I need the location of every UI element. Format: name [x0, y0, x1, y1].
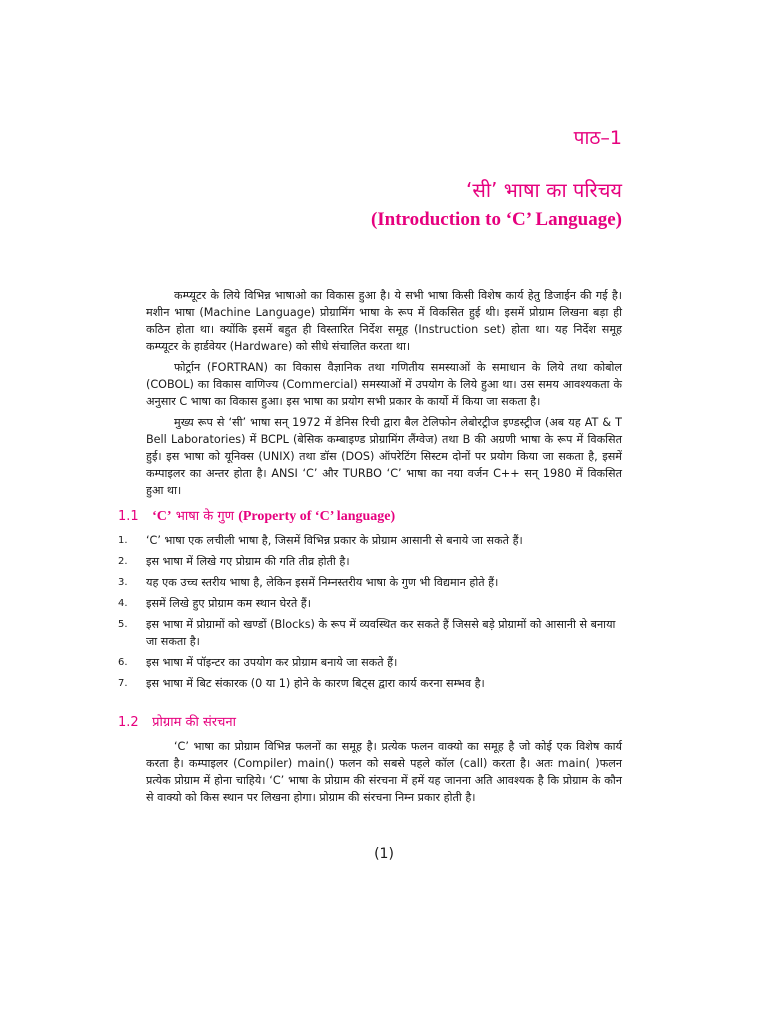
section-number: 1.2 — [118, 715, 139, 730]
intro-paragraph-3: मुख्य रूप से ‘सी’ भाषा सन् 1972 में डेनिस रिची द्वारा बैल टेलिफोन लेबोरट्रीज इण्डस्ट्रीज (अब यह AT & T Bell Laboratories) में BCPL (बेसिक कम्बाइण्ड प्रोग्रामिंग लैंग्वेज) तथा B की अग्रणी भाषा के रूप में विकसित हुई। इस भाषा को यूनिक्स (UNIX) तथा डॉस (DOS) ऑपरेटिंग सिस्टम दोनों पर प्रयोग किया जा सकता है, इसमें कम्पाइलर का अन्तर होता है। ANSI ‘C’ और TURBO ‘C’ भाषा का नया वर्जन C++ सन् 1980 में विकसित हुआ था। — [146, 416, 622, 497]
list-item-text: इस भाषा में प्रोग्रामों को खण्डों (Blocks) के रूप में व्यवस्थित कर सकते हैं जिससे बड़े प्रोग्रामों को आसानी से बनाया जा सकता है। — [146, 618, 616, 648]
list-item-text: इस भाषा में पॉइन्टर का उपयोग कर प्रोग्राम बनाये जा सकते हैं। — [146, 656, 398, 669]
page-number: (1) — [374, 846, 394, 862]
list-item-text: ‘C’ भाषा एक लचीली भाषा है, जिसमें विभिन्न प्रकार के प्रोग्राम आसानी से बनाये जा सकते हैं। — [146, 534, 523, 547]
intro-paragraph-1: कम्प्यूटर के लिये विभिन्न भाषाओ का विकास हुआ है। ये सभी भाषा किसी विशेष कार्य हेतु डिजाईन की गई है। मशीन भाषा (Machine Language) प्रोग्रामिंग भाषा के रूप में विकसित हुई थी। इसमें प्रोग्राम लिखना बड़ा ही कठिन होता था। क्योंकि इसमें बहुत ही विस्तारित निर्देश समूह (Instruction set) होता था। यह निर्देश समूह कम्प्यूटर के हार्डवेयर (Hardware) को सीधे संचालित करता था। — [146, 289, 622, 353]
list-item-number: 4. — [118, 598, 128, 609]
list-item-number: 5. — [118, 619, 128, 630]
section-number: 1.1 — [118, 509, 139, 524]
list-item-number: 1. — [118, 535, 128, 546]
list-item — [118, 595, 622, 612]
intro-paragraph-2: फोर्ट्रान (FORTRAN) का विकास वैज्ञानिक तथा गणितीय समस्याओं के समाधान के लिये तथा कोबोल (COBOL) का विकास वाणिज्य (Commercial) समस्याओं में उपयोग के लिये हुआ था। उस समय आवश्यकता के अनुसार C भाषा का विकास हुआ। इस भाषा का प्रयोग सभी प्रकार के कार्यो में किया जा सकता है। — [146, 361, 622, 408]
chapter-title-hindi: ‘सी’ भाषा का परिचय — [465, 178, 622, 202]
list-item-number: 7. — [118, 678, 128, 689]
list-item-number: 3. — [118, 577, 128, 588]
section-heading-1-2 — [118, 714, 622, 732]
list-item — [118, 553, 622, 570]
list-item-text: इस भाषा में बिट संकारक (0 या 1) होने के कारण बिट्स द्वारा कार्य करना सम्भव है। — [146, 677, 485, 690]
section-title: प्रोग्राम की संरचना — [152, 715, 236, 730]
section-title-hindi: भाषा के गुण — [171, 509, 239, 524]
structure-paragraph: ‘C’ भाषा का प्रोग्राम विभिन्न फलनों का समूह है। प्रत्येक फलन वाक्यो का समूह है जो कोई एक विशेष कार्य करता है। कम्पाइलर (Compiler) main() फलन को सबसे पहले कॉल (call) करता है। अतः main( )फलन प्रत्येक प्रोग्राम में होना चाहिये। ‘C’ भाषा के प्रोग्राम की संरचना में हमें यह जानना अति आवश्यक है कि प्रोग्राम के कौन से वाक्यो को किस स्थान पर लिखना होगा। प्रोग्राम की संरचना निम्न प्रकार होती है। — [146, 740, 622, 804]
list-item-text: इसमें लिखे हुए प्रोग्राम कम स्थान घेरते हैं। — [146, 597, 311, 610]
list-item-text: इस भाषा में लिखे गए प्रोग्राम की गति तीव्र होती है। — [146, 555, 350, 568]
list-item — [118, 654, 622, 671]
property-list — [118, 532, 622, 692]
list-item — [118, 574, 622, 591]
section-title-english: (Property of ‘C’ language) — [238, 509, 396, 524]
list-item — [118, 675, 622, 692]
list-item — [118, 616, 622, 650]
list-item — [118, 532, 622, 549]
list-item-text: यह एक उच्च स्तरीय भाषा है, लेकिन इसमें निम्नस्तरीय भाषा के गुण भी विद्यमान होते हैं। — [146, 576, 499, 589]
chapter-label: पाठ–1 — [573, 127, 622, 149]
section-heading-1-1 — [118, 508, 622, 526]
list-item-number: 2. — [118, 556, 128, 567]
list-item-number: 6. — [118, 657, 128, 668]
section-title-c: ‘C’ — [152, 509, 172, 524]
chapter-title-english: (Introduction to ‘C’ Language) — [370, 209, 622, 230]
content-body — [118, 287, 622, 810]
